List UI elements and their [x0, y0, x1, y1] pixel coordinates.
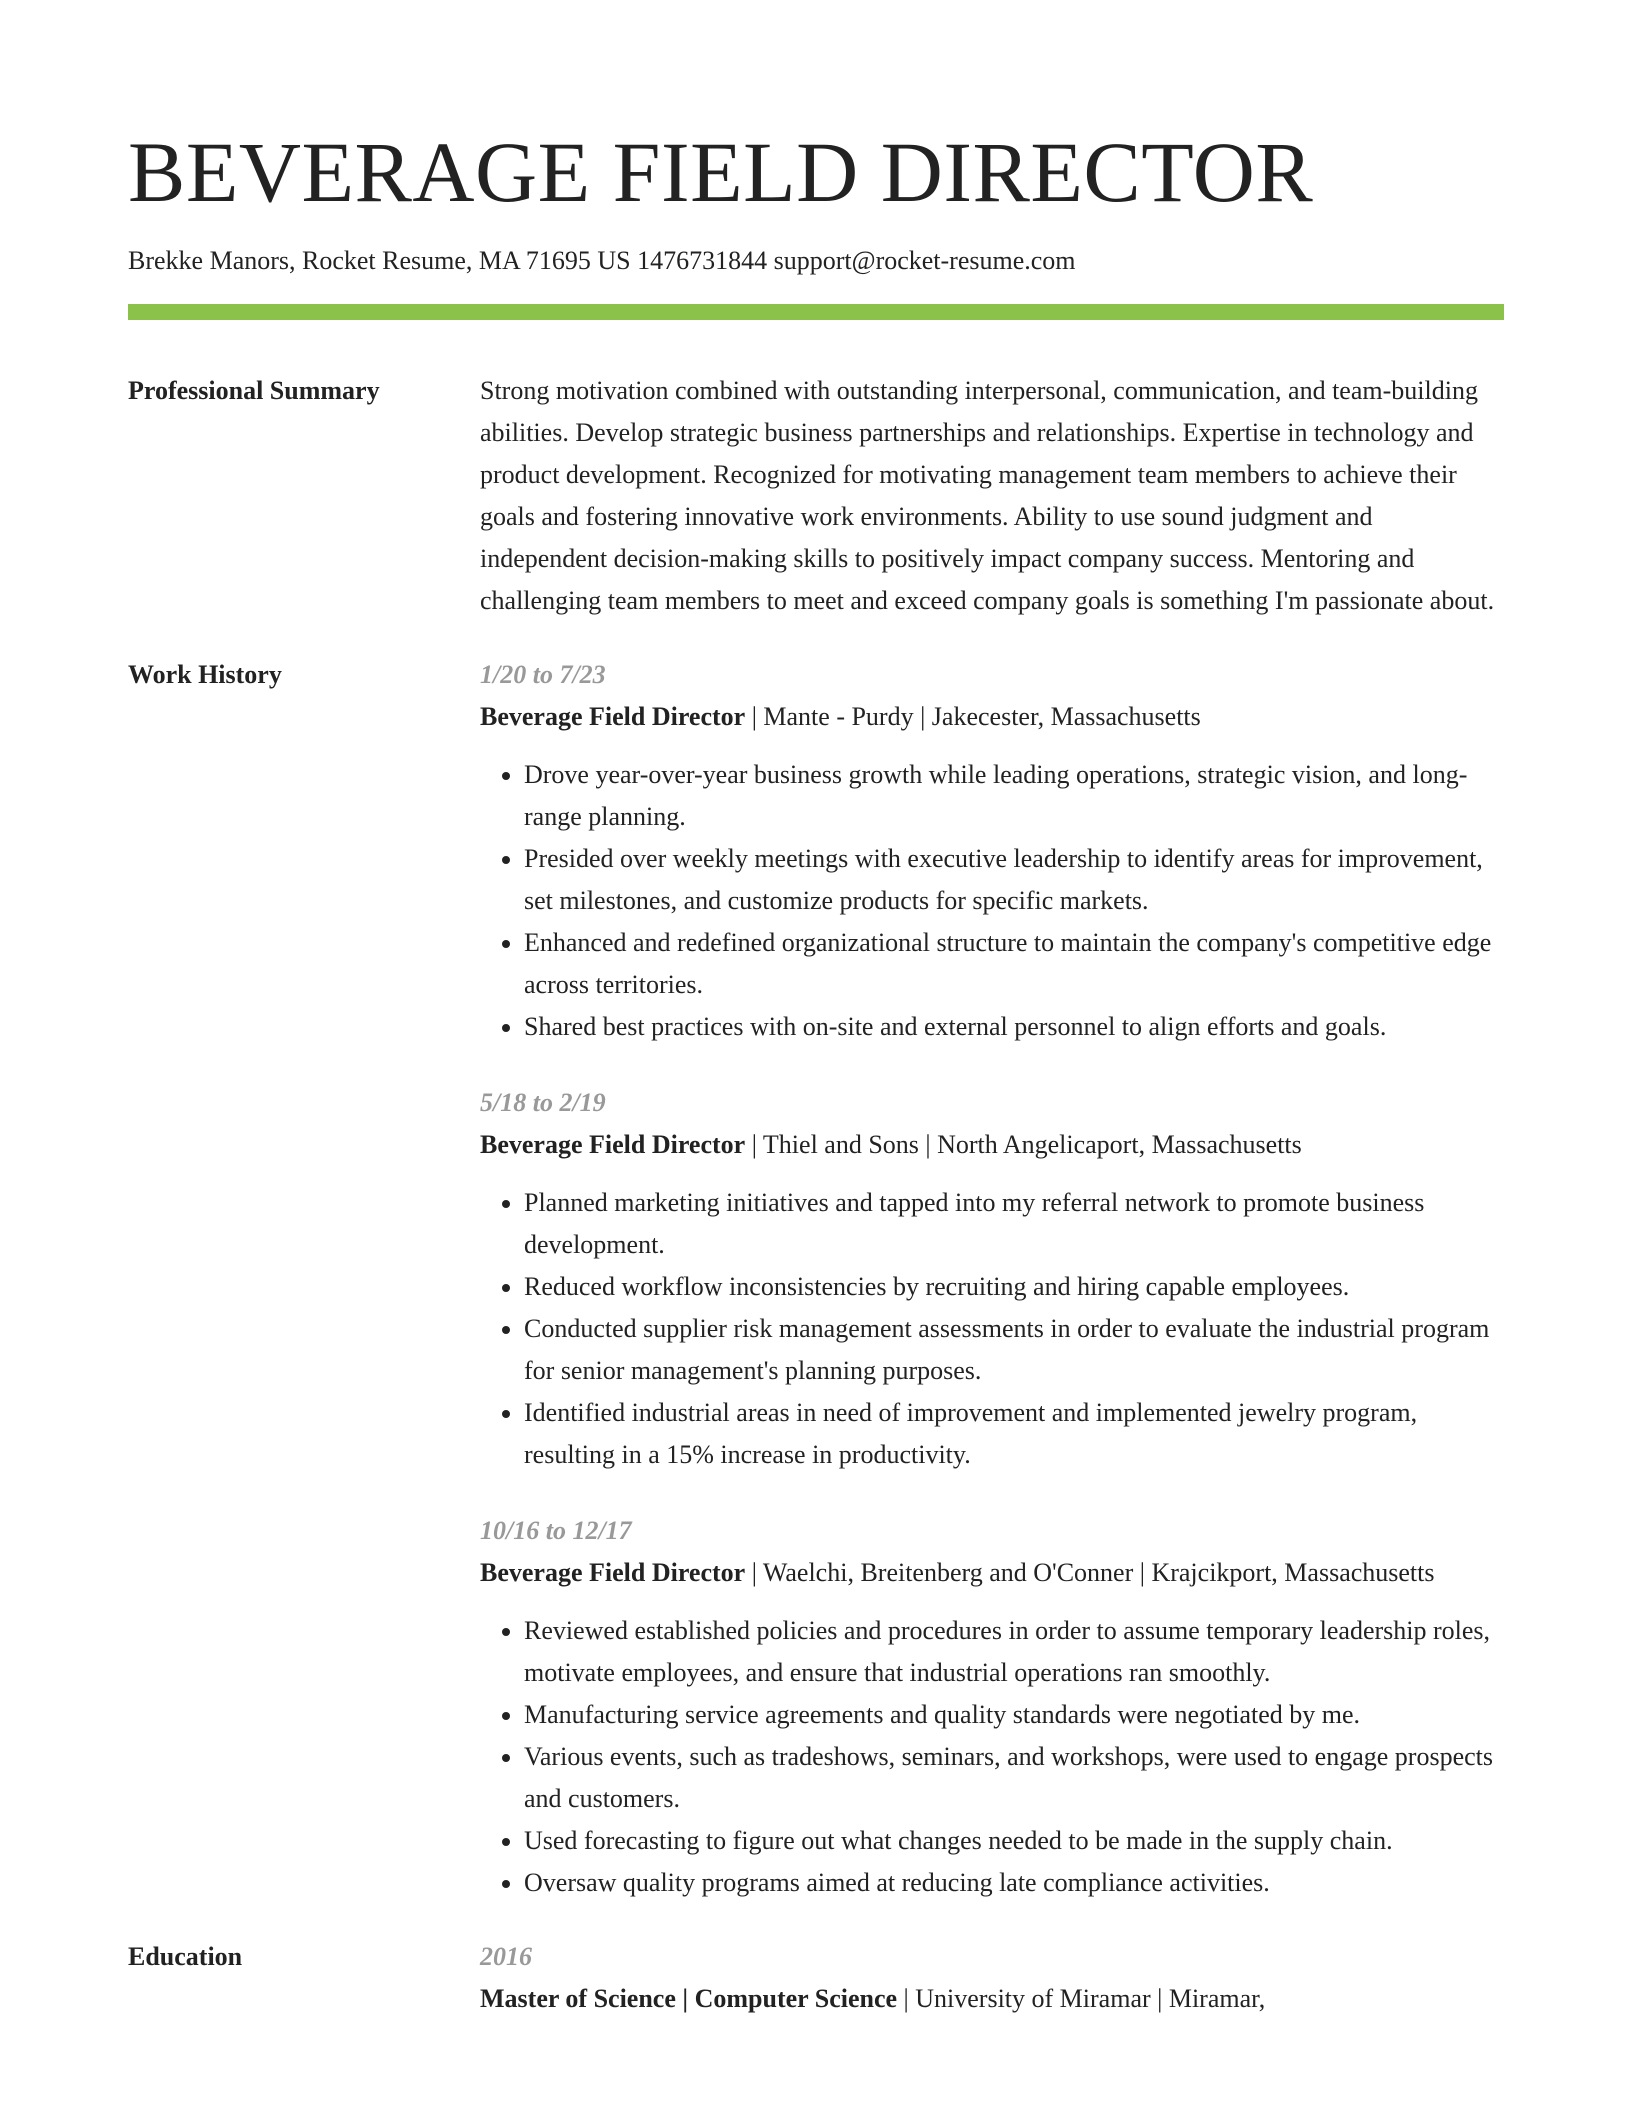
job-date: 1/20 to 7/23: [480, 660, 606, 689]
contact-info: Brekke Manors, Rocket Resume, MA 71695 US 1476731844 support@rocket-resume.com: [128, 246, 1076, 275]
job-date: 10/16 to 12/17: [480, 1516, 632, 1545]
education-section: [128, 1936, 1504, 2020]
job-bullet: • Manufacturing service agreements and quality standards were negotiated by me.: [524, 1694, 1504, 1736]
job-bullet: • Oversaw quality programs aimed at reducing late compliance activities.: [524, 1862, 1504, 1904]
job-details: | Mante - Purdy | Jakecester, Massachusetts: [745, 702, 1201, 731]
job-bullet: • Conducted supplier risk management assessments in order to evaluate the industrial program for senior management's planning purposes.: [524, 1308, 1504, 1392]
section-label-education: Education: [128, 1942, 243, 1971]
job-heading: [480, 1552, 1504, 1594]
job-heading: [480, 1124, 1504, 1166]
job-bullet: • Reviewed established policies and procedures in order to assume temporary leadership roles, motivate employees, and ensure that industrial operations ran smoothly.: [524, 1610, 1504, 1694]
education-date: 2016: [480, 1942, 532, 1971]
job-entry: [480, 654, 1504, 1048]
summary-section: [128, 370, 1504, 622]
work-history-body: [480, 654, 1504, 1904]
job-details: | Waelchi, Breitenberg and O'Conner | Krajcikport, Massachusetts: [745, 1558, 1435, 1587]
job-bullets: [480, 754, 1504, 1048]
job-title: Beverage Field Director: [480, 1558, 746, 1587]
resume-name: BEVERAGE FIELD DIRECTOR: [128, 124, 1314, 220]
section-label-work-history: Work History: [128, 660, 282, 689]
job-date: 5/18 to 2/19: [480, 1088, 606, 1117]
job-bullet: • Identified industrial areas in need of improvement and implemented jewelry program, resulting in a 15% increase in productivity.: [524, 1392, 1504, 1476]
education-details: | University of Miramar | Miramar,: [897, 1984, 1266, 2013]
job-bullet: • Enhanced and redefined organizational structure to maintain the company's competitive edge across territories.: [524, 922, 1504, 1006]
job-bullet: • Presided over weekly meetings with executive leadership to identify areas for improvement, set milestones, and customize products for specific markets.: [524, 838, 1504, 922]
job-heading: [480, 696, 1504, 738]
education-body: [480, 1936, 1504, 2020]
job-title: Beverage Field Director: [480, 702, 746, 731]
work-history-section: [128, 654, 1504, 1904]
resume-page: [128, 0, 1504, 2020]
job-bullet: • Shared best practices with on-site and external personnel to align efforts and goals.: [524, 1006, 1504, 1048]
header-divider: [128, 304, 1504, 320]
job-title: Beverage Field Director: [480, 1130, 746, 1159]
job-bullets: [480, 1182, 1504, 1476]
job-bullet: • Various events, such as tradeshows, seminars, and workshops, were used to engage prospects and customers.: [524, 1736, 1504, 1820]
job-details: | Thiel and Sons | North Angelicaport, Massachusetts: [745, 1130, 1302, 1159]
section-label-summary: Professional Summary: [128, 376, 380, 405]
education-degree: Master of Science | Computer Science: [480, 1984, 898, 2013]
summary-text: Strong motivation combined with outstanding interpersonal, communication, and team-building abilities. Develop strategic business partnerships and relationships. Expertise in technology and product development. Recognized for motivating management team members to achieve their goals and fostering innovative work environments. Ability to use sound judgment and independent decision-making skills to positively impact company success. Mentoring and challenging team members to meet and exceed company goals is something I'm passionate about.: [480, 376, 1495, 615]
job-bullet: • Reduced workflow inconsistencies by recruiting and hiring capable employees.: [524, 1266, 1504, 1308]
job-entry: [480, 1082, 1504, 1476]
education-heading: [480, 1978, 1504, 2020]
job-bullets: [480, 1610, 1504, 1904]
job-bullet: • Planned marketing initiatives and tapped into my referral network to promote business development.: [524, 1182, 1504, 1266]
job-entry: [480, 1510, 1504, 1904]
job-bullet: • Used forecasting to figure out what changes needed to be made in the supply chain.: [524, 1820, 1504, 1862]
job-bullet: • Drove year-over-year business growth while leading operations, strategic vision, and long-range planning.: [524, 754, 1504, 838]
